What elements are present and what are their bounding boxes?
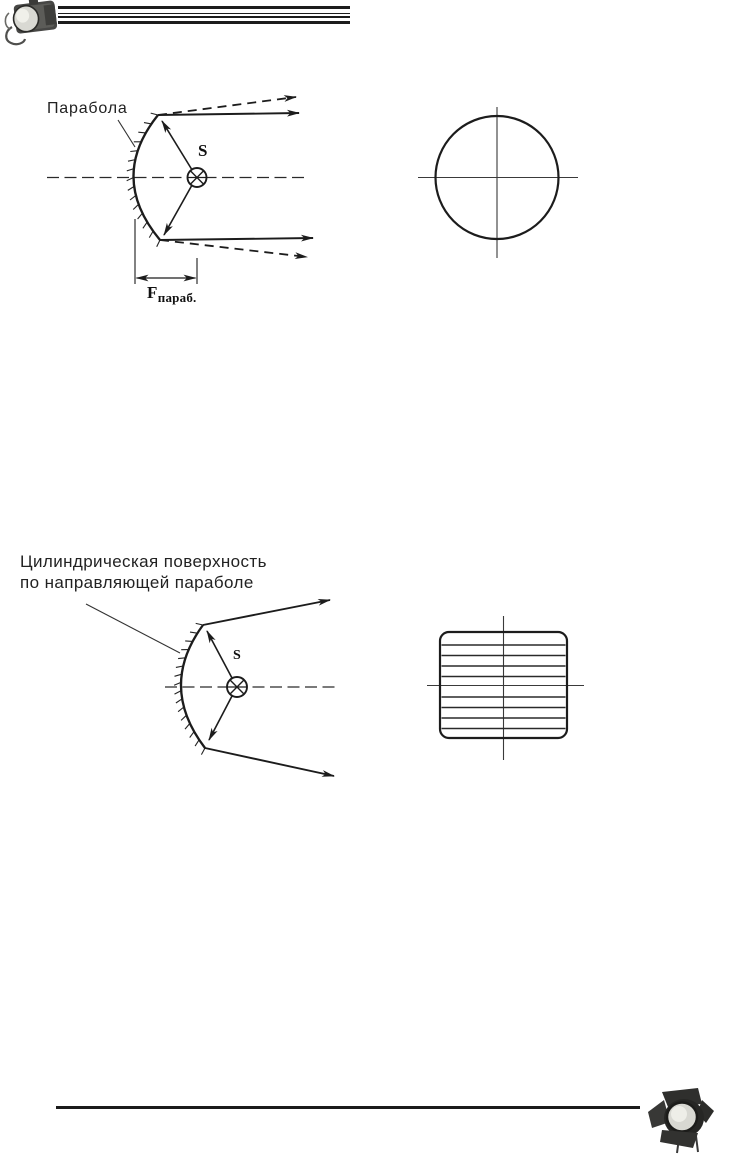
mirror-hatching [174, 623, 205, 754]
footer-spotlight-icon [646, 1086, 716, 1155]
header-rule-line [58, 21, 350, 24]
spotlight-leg [696, 1136, 698, 1152]
barndoor-bottom [660, 1130, 698, 1148]
cylinder-caption-line1: Цилиндрическая поверхность [20, 552, 267, 571]
incident-ray-top [162, 121, 192, 169]
parabola-curve-label: Парабола [47, 100, 128, 117]
beam-cross-section-square [427, 616, 584, 760]
light-source-label: S [233, 648, 241, 663]
reflected-ray-bottom-dashed [160, 240, 307, 257]
cylinder-caption-line2: по направляющей параболе [20, 573, 254, 592]
reflected-ray-bottom-solid [160, 238, 313, 240]
reflected-ray-top [203, 600, 330, 625]
light-source-symbol [227, 677, 247, 697]
incident-ray-top [207, 631, 232, 678]
header-rule-line [58, 6, 350, 9]
header-rule-line [58, 16, 350, 18]
light-source-label: S [198, 141, 208, 160]
header-spotlight-icon [2, 0, 58, 48]
mirror-hatching [127, 113, 160, 247]
footer-rule-line [56, 1106, 640, 1109]
light-source-symbol [188, 168, 207, 187]
beam-cross-section-circle [418, 107, 578, 258]
incident-ray-bottom [209, 696, 232, 740]
focal-length-label [147, 283, 196, 303]
header-rule-line [58, 13, 350, 15]
reflected-ray-top-dashed [158, 97, 296, 115]
focal-length-subscript: параб. [157, 290, 197, 305]
spotlight-body [11, 0, 57, 34]
cylinder-caption [20, 551, 267, 593]
cylinder-label-leader [86, 604, 180, 653]
focal-length-dimension [135, 219, 197, 284]
incident-ray-bottom [164, 186, 192, 235]
parabola-label-leader [118, 120, 135, 147]
reflected-ray-top-solid [158, 113, 299, 115]
cylinder-figure-drawing [0, 590, 736, 790]
reflected-ray-bottom [205, 748, 334, 776]
focal-length-symbol: F [147, 283, 158, 302]
lens-highlight [671, 1106, 687, 1122]
spotlight-cable [5, 13, 10, 29]
